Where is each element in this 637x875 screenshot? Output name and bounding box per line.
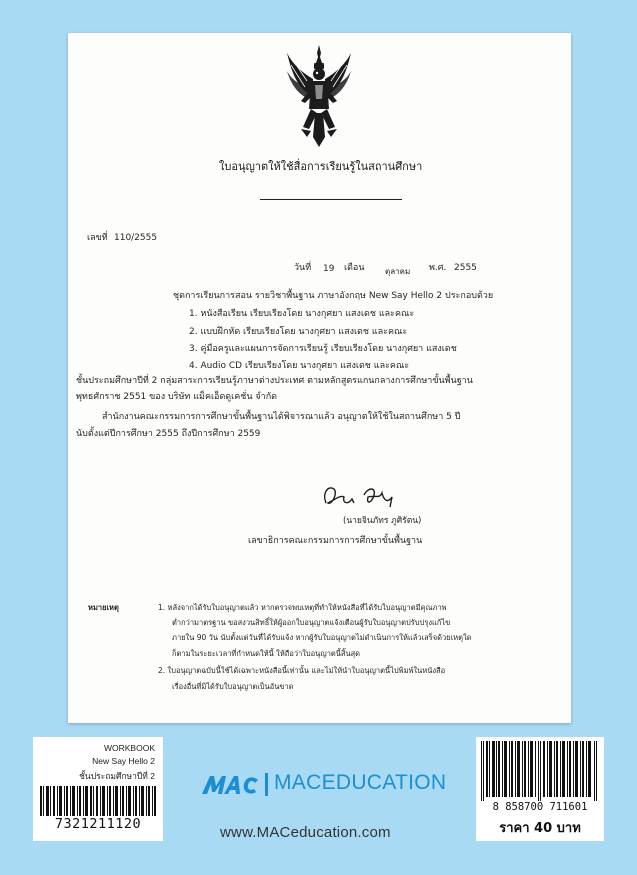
remark-line: 1. หลังจากได้รับใบอนุญาตแล้ว หากตรวจพบเหตุที่ทำให้หนังสือที่ได้รับใบอนุญาตมีคุณภาพ [158,603,447,612]
list-item: 1. หนังสือเรียน เรียบเรียงโดย นางกุศยา แสงเดช และคณะ [189,309,415,319]
remark-line: ต่ำกว่ามาตรฐาน ขอสงวนสิทธิ์ให้ผู้ออกใบอนุญาตแจ้งเตือนผู้รับใบอนุญาตปรับปรุงแก้ไข [172,618,451,627]
price-panel [476,737,604,841]
course-intro: ชุดการเรียนการสอน รายวิชาพื้นฐาน ภาษาอังกฤษ New Say Hello 2 ประกอบด้วย [173,291,494,301]
remark-line: ก็ตามในระยะเวลาที่กำหนดให้นี้ ให้ถือว่าใบอนุญาตนี้สิ้นสุด [172,649,361,658]
price-label: ราคา 40 บาท [499,821,581,836]
paragraph-1-line: ชั้นประถมศึกษาปีที่ 2 กลุ่มสาระการเรียนรู้ภาษาต่างประเทศ ตามหลักสูตรแกนกลางการศึกษาขั้นพื้นฐาน [76,376,473,386]
product-label-panel [33,737,163,841]
signer-title: เลขาธิการคณะกรรมการการศึกษาขั้นพื้นฐาน [248,536,423,546]
title-underline [260,199,402,200]
logo-separator [265,773,268,796]
number-label: เลขที่ [87,233,108,243]
date-day-label: วันที่ [294,263,312,273]
date-year: 2555 [454,263,477,273]
remark-line: ภายใน 90 วัน นับตั้งแต่วันที่ได้รับแจ้ง หากผู้รับใบอนุญาตไม่ดำเนินการให้แล้วเสร็จด้วยเหตุใด [172,633,472,642]
product-grade: ชั้นประถมศึกษาปีที่ 2 [79,771,155,781]
garuda-emblem-icon [285,43,353,151]
paragraph-2-line: สำนักงานคณะกรรมการการศึกษาขั้นพื้นฐานได้พิจารณาแล้ว อนุญาตให้ใช้ในสถานศึกษา 5 ปี [102,412,461,422]
product-code: 7321211120 [54,816,142,832]
number-value: 110/2555 [114,233,158,243]
product-title: New Say Hello 2 [92,756,155,766]
paragraph-1-line: พุทธศักราช 2551 ของ บริษัท แม็คเอ็ดดูเคชั่น จำกัด [76,392,277,402]
mac-logo-icon [202,774,260,796]
remarks-label: หมายเหตุ [88,603,119,612]
date-month-label: เดือน [344,263,365,273]
barcode-icon [40,786,156,816]
brand-logo [202,770,447,798]
remark-line: เรื่องอื่นที่มิได้รับใบอนุญาตเป็นอันขาด [172,682,294,691]
isbn-barcode-icon [481,741,599,801]
date-month: ตุลาคม [385,267,411,276]
product-series: WORKBOOK [103,743,155,753]
isbn-number: 8 858700 711601 [492,801,588,813]
remark-line: 2. ใบอนุญาตฉบับนี้ใช้ได้เฉพาะหนังสือนี้เท่านั้น และไม่ให้นำใบอนุญาตนี้ไปพิมพ์ในหนังสือ [158,666,446,675]
license-document [68,33,571,723]
document-title: ใบอนุญาตให้ใช้สื่อการเรียนรู้ในสถานศึกษา [219,160,423,173]
paragraph-2-line: นับตั้งแต่ปีการศึกษา 2555 ถึงปีการศึกษา 2559 [76,429,261,439]
website-url: www.MACeducation.com [220,824,391,841]
list-item: 3. คู่มือครูและแผนการจัดการเรียนรู้ เรียบเรียงโดย นางกุศยา แสงเดช [189,344,457,354]
signer-name: (นายจินภัทร ภูศิรัตน) [343,516,422,526]
signature-icon [318,481,408,511]
brand-name: MACEDUCATION [274,771,447,794]
date-year-label: พ.ศ. [429,263,447,273]
list-item: 4. Audio CD เรียบเรียงโดย นางกุศยา แสงเดช และคณะ [189,361,410,371]
date-day: 19 [323,264,335,274]
list-item: 2. แบบฝึกหัด เรียบเรียงโดย นางกุศยา แสงเดช และคณะ [189,327,408,337]
